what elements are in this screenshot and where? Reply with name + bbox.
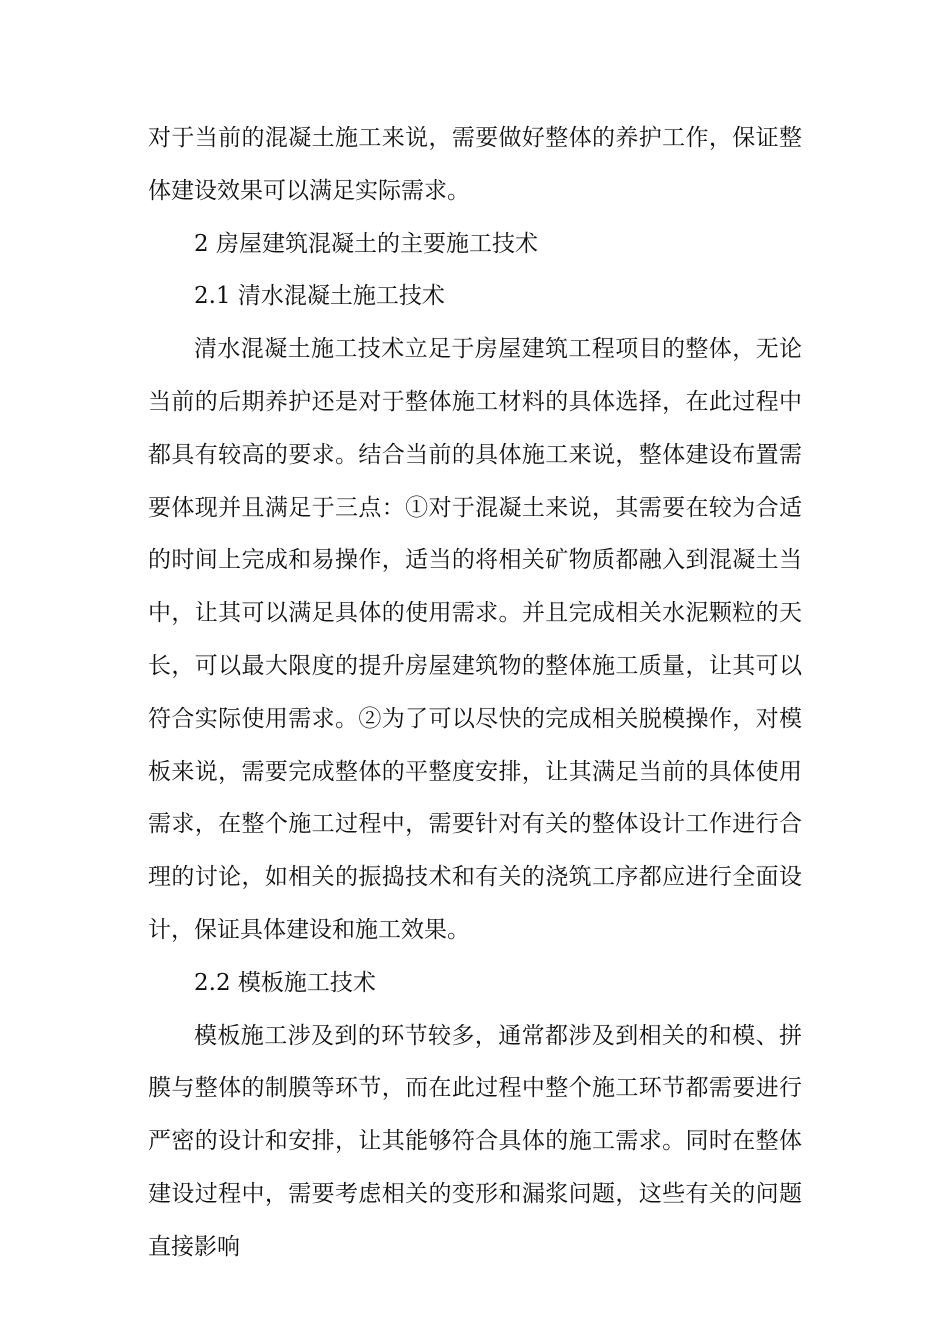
paragraph-formwork: 模板施工涉及到的环节较多，通常都涉及到相关的和模、拼膜与整体的制膜等环节，而在此过程中整个施工环节都需要进行严密的设计和安排，让其能够符合具体的施工需求。同时在整体建设过程中，需要考虑相关的变形和漏浆问题，这些有关的问题直接影响 (148, 1022, 802, 1260)
subsection-heading-2-2: 2.2 模板施工技术 (194, 969, 376, 996)
section-heading-2: 2 房屋建筑混凝土的主要施工技术 (194, 230, 538, 257)
paragraph-clear-concrete: 清水混凝土施工技术立足于房屋建筑工程项目的整体，无论当前的后期养护还是对于整体施工材料的具体选择，在此过程中都具有较高的要求。结合当前的具体施工来说，整体建设布置需要体现并且满足于三点：①对于混凝土来说，其需要在较为合适的时间上完成和易操作，适当的将相关矿物质都融入到混凝土当中，让其可以满足具体的使用需求。并且完成相关水泥颗粒的天长，可以最大限度的提升房屋建筑物的整体施工质量，让其可以符合实际使用需求。②为了可以尽快的完成相关脱模操作，对模板来说，需要完成整体的平整度安排，让其满足当前的具体使用需求，在整个施工过程中，需要针对有关的整体设计工作进行合理的讨论，如相关的振捣技术和有关的浇筑工序都应进行全面设计，保证具体建设和施工效果。 (148, 336, 802, 943)
paragraph-continuation: 对于当前的混凝土施工来说，需要做好整体的养护工作，保证整体建设效果可以满足实际需求。 (148, 125, 802, 204)
document-body (148, 112, 802, 1274)
subsection-heading-2-1: 2.1 清水混凝土施工技术 (194, 283, 445, 310)
